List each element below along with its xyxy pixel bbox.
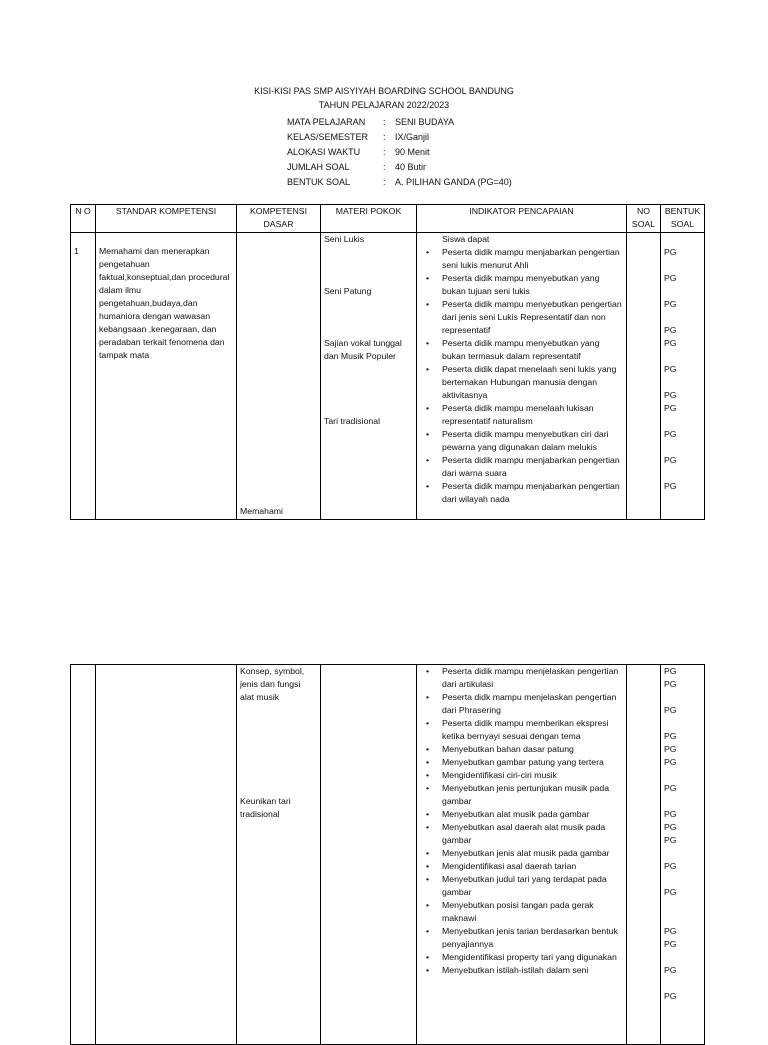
bentuk-value: PG xyxy=(664,991,677,1001)
meta-label: MATA PELAJARAN xyxy=(287,117,366,127)
kompetensi-dasar-cell xyxy=(237,665,321,1045)
list-item: • Peserta didik mampu menelaah lukisan representatif naturalism xyxy=(442,402,623,428)
materi-item: Seni Patung xyxy=(324,286,372,296)
list-item: • Menyebutkan jenis pertunjukan musik pada gambar xyxy=(442,782,623,808)
bentuk-value: PG xyxy=(664,705,677,715)
col-header-standar-kompetensi: STANDAR KOMPETENSI xyxy=(96,205,237,233)
bentuk-value xyxy=(664,717,701,730)
indikator-cell xyxy=(417,233,627,520)
col-header-kompetensi-dasar: KOMPETENSI DASAR xyxy=(237,205,321,233)
bentuk-value xyxy=(664,415,701,428)
standar-kompetensi-cell xyxy=(96,665,237,1045)
bentuk-value: PG xyxy=(664,299,677,309)
materi-pokok-cell xyxy=(321,233,417,520)
bentuk-value: PG xyxy=(664,965,677,975)
bentuk-value: PG xyxy=(664,338,677,348)
bentuk-value: PG xyxy=(664,887,677,897)
materi-pokok-cell xyxy=(321,665,417,1045)
bentuk-value xyxy=(664,1003,701,1016)
meta-row xyxy=(287,115,512,130)
bentuk-value xyxy=(664,873,701,886)
bentuk-value: PG xyxy=(664,809,677,819)
indikator-list xyxy=(420,246,623,506)
bentuk-value: PG xyxy=(664,666,677,676)
bentuk-value xyxy=(664,1016,701,1029)
bentuk-value: PG xyxy=(664,757,677,767)
bentuk-value xyxy=(664,233,701,246)
list-item: • Peserta didik mampu menjelaskan pengertian dari artikulasi xyxy=(442,665,623,691)
list-item: • Mengidentifikasi ciri-ciri musik xyxy=(442,769,623,782)
bentuk-value xyxy=(664,951,701,964)
col-header-bentuk-soal: BENTUK SOAL xyxy=(661,205,705,233)
bentuk-value xyxy=(664,311,701,324)
bentuk-value: PG xyxy=(664,822,677,832)
bentuk-value xyxy=(664,912,701,925)
meta-label: JUMLAH SOAL xyxy=(287,162,350,172)
bentuk-value xyxy=(664,441,701,454)
indikator-intro: Siswa dapat xyxy=(442,234,490,244)
meta-value: 90 Menit xyxy=(395,147,430,157)
bentuk-value: PG xyxy=(664,679,677,689)
bentuk-value: PG xyxy=(664,390,677,400)
bentuk-value xyxy=(664,691,701,704)
list-item: • Peserta didik dapat menelaah seni lukis yang bertemakan Hubungan manusia dengan aktivitasnya xyxy=(442,363,623,402)
row-number xyxy=(71,665,96,1045)
table-row xyxy=(71,233,705,520)
col-header-materi-pokok: MATERI POKOK xyxy=(321,205,417,233)
materi-item: Seni Lukis xyxy=(324,234,365,244)
col-header-no: N O xyxy=(71,205,96,233)
list-item: • Menyebutkan judul tari yang terdapat pada gambar xyxy=(442,873,623,899)
document-title: KISI-KISI PAS SMP AISYIYAH BOARDING SCHOOL BANDUNG xyxy=(254,86,514,96)
kompetensi-dasar-cell xyxy=(237,233,321,520)
materi-item: Tari tradisional xyxy=(324,416,381,426)
list-item: • Menyebutkan jenis tarian berdasarkan bentuk penyajiannya xyxy=(442,925,623,951)
row-number: 1 xyxy=(71,233,96,520)
meta-value: 40 Butir xyxy=(395,162,427,172)
meta-value: A. PILIHAN GANDA (PG=40) xyxy=(395,177,512,187)
list-item: • Peserta didik mampu menyebutkan ciri dari pewarna yang digunakan dalam melukis xyxy=(442,428,623,454)
standar-kompetensi-cell: Memahami dan menerapkan pengetahuan faktual,konseptual,dan procedural dalam ilmu pengetahuan,budaya,dan humaniora dengan wawasan kebangsaan ,kenegaraan, dan peradaban terkait fenomena dan tampak mata xyxy=(96,233,237,520)
meta-block xyxy=(287,115,512,190)
kd-item: Konsep, symbol, jenis dan fungsi alat musik xyxy=(240,666,305,702)
list-item: • Peserta didik mampu menyebutkan yang bukan termasuk dalam representatif xyxy=(442,337,623,363)
table-row xyxy=(71,665,705,1045)
table-header-row xyxy=(71,205,705,233)
list-item: • Peserta didik mampu memberikan ekspresi ketika bernyayi sesuai dengan tema xyxy=(442,717,623,743)
meta-label: BENTUK SOAL xyxy=(287,177,351,187)
meta-label: ALOKASI WAKTU xyxy=(287,147,361,157)
meta-colon: : xyxy=(383,117,386,127)
kisi-table-page-1 xyxy=(70,204,705,520)
bentuk-value xyxy=(664,769,701,782)
list-item: • Peserta didik mampu menjabarkan pengertian seni lukis menurut Ahli xyxy=(442,246,623,272)
bentuk-value xyxy=(664,795,701,808)
list-item: • Peserta didik mampu menyebutkan yang bukan tujuan seni lukis xyxy=(442,272,623,298)
kisi-table-page-2 xyxy=(70,664,705,1045)
bentuk-value: PG xyxy=(664,861,677,871)
indikator-cell xyxy=(417,665,627,1045)
bentuk-value: PG xyxy=(664,783,677,793)
list-item: • Menyebutkan posisi tangan pada gerak maknawi xyxy=(442,899,623,925)
bentuk-soal-cell xyxy=(661,233,705,520)
kompetensi-dasar-text: Memahami xyxy=(240,506,283,516)
bentuk-value: PG xyxy=(664,744,677,754)
list-item: • Menyebutkan jenis alat musik pada gambar xyxy=(442,847,623,860)
kd-item: Keunikan tari tradisional xyxy=(240,796,291,819)
bentuk-value xyxy=(664,899,701,912)
list-item: • Peserta didik mampu menyebutkan pengertian dari jenis seni Lukis Representatif dan non representatif xyxy=(442,298,623,337)
bentuk-soal-cell xyxy=(661,665,705,1045)
bentuk-value: PG xyxy=(664,247,677,257)
list-item: • Menyebutkan alat musik pada gambar xyxy=(442,808,623,821)
col-header-no-soal: NO SOAL xyxy=(627,205,661,233)
meta-row xyxy=(287,160,512,175)
bentuk-value: PG xyxy=(664,455,677,465)
list-item: • Menyebutkan istilah-istilah dalam seni xyxy=(442,964,623,977)
document-page-2 xyxy=(0,640,768,1024)
bentuk-value: PG xyxy=(664,273,677,283)
bentuk-value: PG xyxy=(664,403,677,413)
bentuk-value: PG xyxy=(664,835,677,845)
meta-row xyxy=(287,145,512,160)
meta-colon: : xyxy=(383,147,386,157)
no-soal-cell xyxy=(627,665,661,1045)
meta-label: KELAS/SEMESTER xyxy=(287,132,369,142)
meta-value: IX/Ganjil xyxy=(395,132,430,142)
bentuk-value: PG xyxy=(664,926,677,936)
meta-row xyxy=(287,130,512,145)
list-item: • Peserta didik mampu menjabarkan pengertian dari warna suara xyxy=(442,454,623,480)
list-item: • Menyebutkan gambar patung yang tertera xyxy=(442,756,623,769)
meta-value: SENI BUDAYA xyxy=(395,117,455,127)
bentuk-value: PG xyxy=(664,939,677,949)
col-header-indikator: INDIKATOR PENCAPAIAN xyxy=(417,205,627,233)
list-item: • Menyebutkan bahan dasar patung xyxy=(442,743,623,756)
list-item: • Peserta didk mampu menjelaskan pengertian dari Phrasering xyxy=(442,691,623,717)
list-item: • Mengidentifikasi asal daerah tarian xyxy=(442,860,623,873)
meta-colon: : xyxy=(383,132,386,142)
document-subtitle: TAHUN PELAJARAN 2022/2023 xyxy=(318,100,450,110)
bentuk-value: PG xyxy=(664,325,677,335)
list-item: • Mengidentifikasi property tari yang digunakan xyxy=(442,951,623,964)
list-item: • Menyebutkan asal daerah alat musik pada gambar xyxy=(442,821,623,847)
meta-colon: : xyxy=(383,162,386,172)
indikator-list xyxy=(420,665,623,977)
bentuk-value: PG xyxy=(664,364,677,374)
bentuk-value xyxy=(664,285,701,298)
meta-row xyxy=(287,175,512,190)
bentuk-value: PG xyxy=(664,429,677,439)
bentuk-value xyxy=(664,977,701,990)
bentuk-value: PG xyxy=(664,481,677,491)
bentuk-value xyxy=(664,467,701,480)
bentuk-value: PG xyxy=(664,731,677,741)
bentuk-value xyxy=(664,376,701,389)
materi-item: Sajian vokal tunggal dan Musik Populer xyxy=(324,338,402,361)
bentuk-value xyxy=(664,350,701,363)
no-soal-cell xyxy=(627,233,661,520)
bentuk-value xyxy=(664,847,701,860)
list-item: • Peserta didik mampu menjabarkan pengertian dari wilayah nada xyxy=(442,480,623,506)
bentuk-value xyxy=(664,259,701,272)
meta-colon: : xyxy=(383,177,386,187)
